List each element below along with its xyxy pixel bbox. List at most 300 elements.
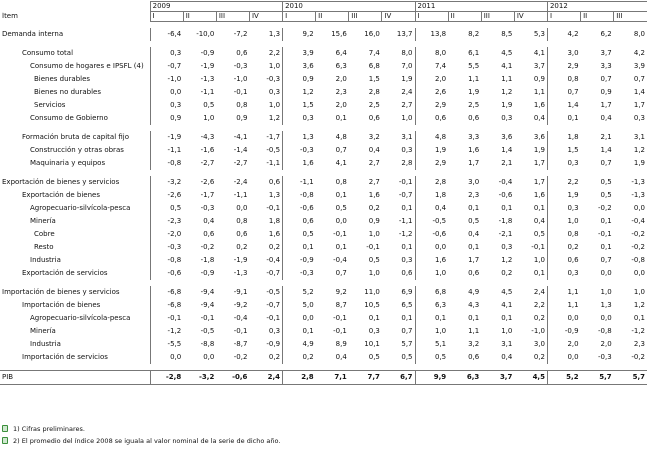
value-cell: -0,7	[150, 60, 183, 73]
table-row	[0, 312, 647, 325]
value-cell: -0,1	[598, 230, 612, 238]
quarter-header: III	[349, 12, 382, 22]
value-cell: 1,4	[600, 146, 612, 154]
value-cell: -1,1	[266, 159, 281, 167]
value-cell: -1,3	[200, 75, 215, 83]
value-cell: 1,4	[547, 99, 580, 112]
footnote-marker: 1)	[13, 425, 20, 433]
value-cell: 0,5	[203, 101, 215, 109]
value-cell: 2,5	[368, 101, 380, 109]
value-cell: 0,6	[547, 254, 580, 267]
value-cell: 4,8	[335, 133, 347, 141]
value-cell: -1,4	[233, 146, 248, 154]
value-cell: 3,7	[600, 49, 612, 57]
value-cell: -0,8	[283, 189, 316, 202]
row-label: Importación de bienes	[22, 301, 101, 309]
footnote-text: El promedio del índice 2008 se iguala al valor nominal de la serie de dicho año.	[21, 437, 281, 445]
value-cell: -1,3	[233, 269, 248, 277]
value-cell: 3,3	[600, 62, 612, 70]
value-cell: 0,0	[150, 86, 183, 99]
value-cell: 4,1	[533, 49, 545, 57]
value-cell: 2,3	[468, 191, 480, 199]
value-cell: 4,5	[501, 288, 513, 296]
quarter-header: III	[614, 12, 647, 22]
value-cell: -0,4	[631, 217, 645, 225]
value-cell: -1,7	[200, 191, 215, 199]
total-value: 9,9	[415, 371, 448, 385]
value-cell: -2,3	[150, 215, 183, 228]
quarter-header: II	[316, 12, 349, 22]
value-cell: -0,8	[150, 254, 183, 267]
value-cell: 0,4	[415, 202, 448, 215]
value-cell: 0,6	[415, 112, 448, 125]
value-cell: 2,0	[335, 75, 347, 83]
value-cell: 4,2	[547, 28, 580, 41]
value-cell: 6,1	[468, 49, 480, 57]
value-cell: 0,3	[633, 114, 645, 122]
value-cell: 0,7	[335, 146, 347, 154]
value-cell: 0,9	[283, 73, 316, 86]
value-cell: 1,3	[600, 301, 612, 309]
total-value: -0,6	[216, 371, 249, 385]
value-cell: 0,0	[547, 351, 580, 364]
value-cell: 8,0	[415, 47, 448, 60]
value-cell: -0,9	[266, 340, 281, 348]
value-cell: 8,0	[633, 30, 645, 38]
value-cell: -0,8	[598, 327, 612, 335]
value-cell: 0,1	[283, 325, 316, 338]
value-cell: 1,4	[501, 146, 513, 154]
footnote-marker: 2)	[13, 437, 20, 445]
value-cell: 3,6	[283, 60, 316, 73]
value-cell: 0,6	[368, 114, 380, 122]
value-cell: -1,1	[283, 176, 316, 189]
value-cell: 0,1	[533, 269, 545, 277]
value-cell: 0,1	[468, 204, 480, 212]
value-cell: 0,3	[401, 146, 413, 154]
value-cell: -0,6	[283, 202, 316, 215]
value-cell: 0,1	[283, 241, 316, 254]
value-cell: 8,0	[401, 49, 413, 57]
value-cell: 0,2	[268, 353, 281, 361]
value-cell: 1,0	[633, 288, 645, 296]
contribution-table	[0, 1, 647, 385]
value-cell: -0,1	[233, 327, 248, 335]
value-cell: -0,7	[266, 301, 281, 309]
value-cell: 1,2	[633, 301, 645, 309]
value-cell: 0,2	[533, 314, 545, 322]
value-cell: 6,4	[335, 49, 347, 57]
row-label: Exportación de servicios	[22, 269, 108, 277]
value-cell: 0,7	[547, 86, 580, 99]
value-cell: 0,0	[600, 269, 612, 277]
value-cell: -0,2	[631, 243, 645, 251]
value-cell: -1,2	[150, 325, 183, 338]
value-cell: -1,8	[200, 256, 215, 264]
value-cell: 0,3	[401, 256, 413, 264]
row-label: Exportación de bienes	[22, 191, 101, 199]
value-cell: 1,1	[533, 88, 545, 96]
quarter-header: I	[415, 12, 448, 22]
value-cell: 0,4	[335, 353, 347, 361]
value-cell: 0,8	[547, 228, 580, 241]
value-cell: 1,5	[547, 144, 580, 157]
value-cell: 6,5	[401, 301, 413, 309]
value-cell: -1,9	[233, 256, 248, 264]
value-cell: 1,7	[468, 159, 480, 167]
footnote	[2, 423, 280, 435]
value-cell: 0,2	[268, 243, 281, 251]
value-cell: 1,6	[415, 254, 448, 267]
value-cell: 1,5	[283, 99, 316, 112]
value-cell: 1,1	[468, 327, 480, 335]
value-cell: 1,9	[501, 101, 513, 109]
value-cell: 0,7	[600, 256, 612, 264]
quarter-header: II	[581, 12, 614, 22]
value-cell: 0,2	[501, 269, 513, 277]
quarter-header: III	[481, 12, 514, 22]
value-cell: -6,8	[150, 286, 183, 299]
value-cell: 2,7	[401, 101, 413, 109]
value-cell: 0,3	[150, 47, 183, 60]
value-cell: -0,2	[631, 230, 645, 238]
value-cell: 9,2	[335, 288, 347, 296]
value-cell: 2,1	[600, 133, 612, 141]
footnote-icon	[2, 425, 8, 432]
value-cell: 2,3	[335, 88, 347, 96]
value-cell: 0,5	[368, 256, 380, 264]
value-cell: -0,3	[200, 204, 215, 212]
value-cell: -0,1	[366, 243, 380, 251]
value-cell: 0,4	[533, 114, 545, 122]
row-label: Consumo de Gobierno	[30, 114, 108, 122]
value-cell: 2,6	[415, 86, 448, 99]
value-cell: 0,4	[368, 146, 380, 154]
value-cell: 3,3	[468, 133, 480, 141]
value-cell: 0,0	[203, 353, 215, 361]
value-cell: 0,3	[501, 243, 513, 251]
value-cell: 0,6	[468, 114, 480, 122]
value-cell: 2,2	[268, 49, 281, 57]
value-cell: 0,0	[335, 217, 347, 225]
value-cell: 1,6	[268, 230, 281, 238]
value-cell: 1,3	[283, 131, 316, 144]
value-cell: -0,7	[398, 191, 413, 199]
value-cell: 2,9	[547, 60, 580, 73]
table-row	[0, 286, 647, 299]
value-cell: -9,4	[200, 301, 215, 309]
total-value: -2,8	[150, 371, 183, 385]
table-row	[0, 112, 647, 125]
value-cell: 0,7	[600, 75, 612, 83]
value-cell: 1,8	[415, 189, 448, 202]
value-cell: 1,7	[600, 101, 612, 109]
footnote-icon	[2, 437, 8, 444]
header-spacer	[0, 2, 150, 12]
value-cell: 0,1	[533, 204, 545, 212]
value-cell: 2,5	[468, 101, 480, 109]
value-cell: 2,3	[633, 340, 645, 348]
value-cell: 7,4	[368, 49, 380, 57]
row-label: Importación de servicios	[22, 353, 108, 361]
value-cell: 5,0	[283, 299, 316, 312]
value-cell: 6,2	[600, 30, 612, 38]
value-cell: -2,7	[233, 159, 248, 167]
value-cell: -0,1	[531, 243, 545, 251]
value-cell: 0,8	[547, 73, 580, 86]
value-cell: -1,7	[266, 133, 281, 141]
value-cell: 0,3	[283, 112, 316, 125]
value-cell: 0,9	[150, 112, 183, 125]
value-cell: 15,6	[331, 30, 347, 38]
table-row	[0, 86, 647, 99]
value-cell: 9,2	[283, 28, 316, 41]
value-cell: 0,2	[533, 353, 545, 361]
value-cell: 3,0	[533, 340, 545, 348]
value-cell: 16,0	[364, 30, 380, 38]
value-cell: 1,9	[468, 88, 480, 96]
value-cell: -1,6	[200, 146, 215, 154]
value-cell: 2,8	[415, 176, 448, 189]
value-cell: 0,5	[533, 230, 545, 238]
total-value: 6,3	[448, 371, 481, 385]
value-cell: -0,5	[415, 215, 448, 228]
total-row	[0, 371, 647, 385]
value-cell: 1,0	[268, 101, 281, 109]
value-cell: 10,1	[364, 340, 380, 348]
value-cell: 0,3	[268, 327, 281, 335]
value-cell: 0,5	[150, 202, 183, 215]
value-cell: 0,0	[415, 241, 448, 254]
value-cell: 0,1	[501, 204, 513, 212]
value-cell: 0,1	[501, 314, 513, 322]
footnotes	[2, 423, 280, 447]
table-row	[0, 189, 647, 202]
value-cell: 0,0	[547, 312, 580, 325]
row-label: Consumo de hogares e IPSFL (4)	[30, 62, 144, 70]
row-label: Importación de bienes y servicios	[2, 288, 120, 296]
value-cell: -0,8	[150, 157, 183, 170]
value-cell: -0,1	[398, 178, 413, 186]
value-cell: -3,2	[150, 176, 183, 189]
value-cell: 4,5	[501, 49, 513, 57]
value-cell: 1,0	[368, 230, 380, 238]
value-cell: 2,2	[533, 301, 545, 309]
value-cell: 0,6	[268, 178, 281, 186]
value-cell: 0,4	[468, 230, 480, 238]
value-cell: 0,1	[415, 312, 448, 325]
value-cell: 0,1	[600, 243, 612, 251]
item-header: Ítem	[2, 12, 18, 20]
value-cell: 0,6	[236, 49, 248, 57]
value-cell: 1,3	[268, 30, 281, 38]
value-cell: 1,8	[547, 131, 580, 144]
value-cell: 0,2	[236, 243, 248, 251]
value-cell: 0,0	[600, 314, 612, 322]
value-cell: 0,6	[203, 230, 215, 238]
table-row	[0, 202, 647, 215]
value-cell: 1,0	[368, 269, 380, 277]
quarter-header: II	[448, 12, 481, 22]
value-cell: 0,5	[600, 191, 612, 199]
value-cell: 0,7	[335, 269, 347, 277]
value-cell: -0,1	[266, 204, 281, 212]
value-cell: -0,4	[333, 256, 347, 264]
value-cell: 1,6	[533, 191, 545, 199]
value-cell: 0,4	[203, 217, 215, 225]
value-cell: 1,0	[501, 327, 513, 335]
value-cell: -0,3	[233, 62, 248, 70]
value-cell: 0,1	[468, 243, 480, 251]
value-cell: 4,1	[501, 301, 513, 309]
row-label: Construcción y otras obras	[30, 146, 124, 154]
value-cell: 2,2	[547, 176, 580, 189]
year-header-row	[0, 2, 647, 12]
value-cell: 2,0	[547, 338, 580, 351]
value-cell: -0,9	[547, 325, 580, 338]
table-row	[0, 60, 647, 73]
value-cell: -0,3	[150, 241, 183, 254]
value-cell: -0,6	[150, 267, 183, 280]
value-cell: 0,8	[335, 178, 347, 186]
value-cell: -0,2	[233, 353, 248, 361]
quarter-header: I	[283, 12, 316, 22]
value-cell: 0,3	[268, 88, 281, 96]
table-row	[0, 338, 647, 351]
value-cell: -0,9	[200, 49, 215, 57]
table-row	[0, 254, 647, 267]
total-value: 7,7	[349, 371, 382, 385]
total-value: 3,7	[481, 371, 514, 385]
value-cell: 1,1	[547, 286, 580, 299]
value-cell: 1,3	[268, 191, 281, 199]
value-cell: 13,7	[396, 30, 413, 38]
value-cell: 2,8	[401, 159, 413, 167]
value-cell: 1,2	[283, 86, 316, 99]
table-row	[0, 99, 647, 112]
value-cell: 1,9	[533, 146, 545, 154]
value-cell: 1,7	[533, 159, 545, 167]
value-cell: 10,5	[364, 301, 380, 309]
value-cell: 0,6	[468, 353, 480, 361]
value-cell: 3,7	[533, 62, 545, 70]
value-cell: 2,9	[415, 99, 448, 112]
quarter-header: II	[183, 12, 216, 22]
value-cell: 2,8	[368, 88, 380, 96]
value-cell: -9,2	[233, 301, 248, 309]
value-cell: 1,1	[501, 75, 513, 83]
value-cell: -0,2	[598, 204, 612, 212]
value-cell: 2,7	[368, 159, 380, 167]
value-cell: 1,7	[633, 101, 645, 109]
value-cell: 0,4	[533, 217, 545, 225]
value-cell: -1,1	[150, 144, 183, 157]
value-cell: 1,0	[415, 325, 448, 338]
value-cell: 1,9	[401, 75, 413, 83]
footnote	[2, 435, 280, 447]
value-cell: 0,6	[401, 269, 413, 277]
value-cell: -6,4	[150, 28, 183, 41]
table-row	[0, 325, 647, 338]
value-cell: -1,1	[398, 217, 413, 225]
value-cell: -2,1	[498, 230, 513, 238]
value-cell: 0,3	[547, 157, 580, 170]
value-cell: -0,6	[498, 191, 513, 199]
value-cell: 6,8	[368, 62, 380, 70]
row-label: Minería	[30, 327, 56, 335]
value-cell: -7,2	[233, 30, 248, 38]
row-label: Consumo total	[22, 49, 74, 57]
value-cell: -2,7	[200, 159, 215, 167]
value-cell: 0,4	[501, 353, 513, 361]
value-cell: -10,0	[196, 30, 215, 38]
value-cell: -1,3	[631, 178, 645, 186]
quarter-header: I	[150, 12, 183, 22]
value-cell: 8,9	[335, 340, 347, 348]
total-label: PIB	[0, 371, 150, 385]
value-cell: -8,8	[200, 340, 215, 348]
value-cell: 1,8	[268, 217, 281, 225]
total-value: 7,1	[316, 371, 349, 385]
value-cell: 0,1	[335, 243, 347, 251]
value-cell: 0,0	[150, 351, 183, 364]
value-cell: 1,2	[501, 88, 513, 96]
value-cell: 8,5	[501, 30, 513, 38]
total-value: 5,7	[614, 371, 647, 385]
value-cell: -1,9	[200, 62, 215, 70]
table-row	[0, 144, 647, 157]
table-row	[0, 73, 647, 86]
value-cell: 0,0	[633, 204, 645, 212]
value-cell: 4,1	[335, 159, 347, 167]
value-cell: 1,2	[501, 256, 513, 264]
quarter-header-row	[0, 12, 647, 22]
value-cell: 0,5	[600, 178, 612, 186]
value-cell: -9,4	[200, 288, 215, 296]
value-cell: 0,9	[533, 75, 545, 83]
value-cell: 1,2	[268, 114, 281, 122]
value-cell: 0,7	[633, 75, 645, 83]
value-cell: -0,9	[200, 269, 215, 277]
value-cell: 0,1	[401, 204, 413, 212]
total-value: -3,2	[183, 371, 216, 385]
value-cell: -0,5	[266, 288, 281, 296]
quarter-header: IV	[514, 12, 547, 22]
value-cell: -0,3	[283, 267, 316, 280]
value-cell: 1,1	[547, 299, 580, 312]
value-cell: 1,1	[468, 75, 480, 83]
value-cell: -1,1	[200, 88, 215, 96]
value-cell: 2,4	[533, 288, 545, 296]
value-cell: 4,9	[283, 338, 316, 351]
value-cell: -2,6	[200, 178, 215, 186]
value-cell: 0,8	[236, 101, 248, 109]
value-cell: 4,9	[468, 288, 480, 296]
value-cell: -0,1	[333, 230, 347, 238]
value-cell: -0,3	[266, 75, 281, 83]
value-cell: 0,0	[633, 269, 645, 277]
table-row	[0, 241, 647, 254]
value-cell: 1,0	[533, 256, 545, 264]
value-cell: 3,1	[501, 340, 513, 348]
row-label: Exportación de bienes y servicios	[2, 178, 120, 186]
value-cell: 1,2	[633, 146, 645, 154]
value-cell: 0,3	[150, 99, 183, 112]
value-cell: 3,2	[368, 133, 380, 141]
total-value: 6,7	[382, 371, 415, 385]
value-cell: -1,0	[150, 73, 183, 86]
value-cell: 2,9	[415, 157, 448, 170]
